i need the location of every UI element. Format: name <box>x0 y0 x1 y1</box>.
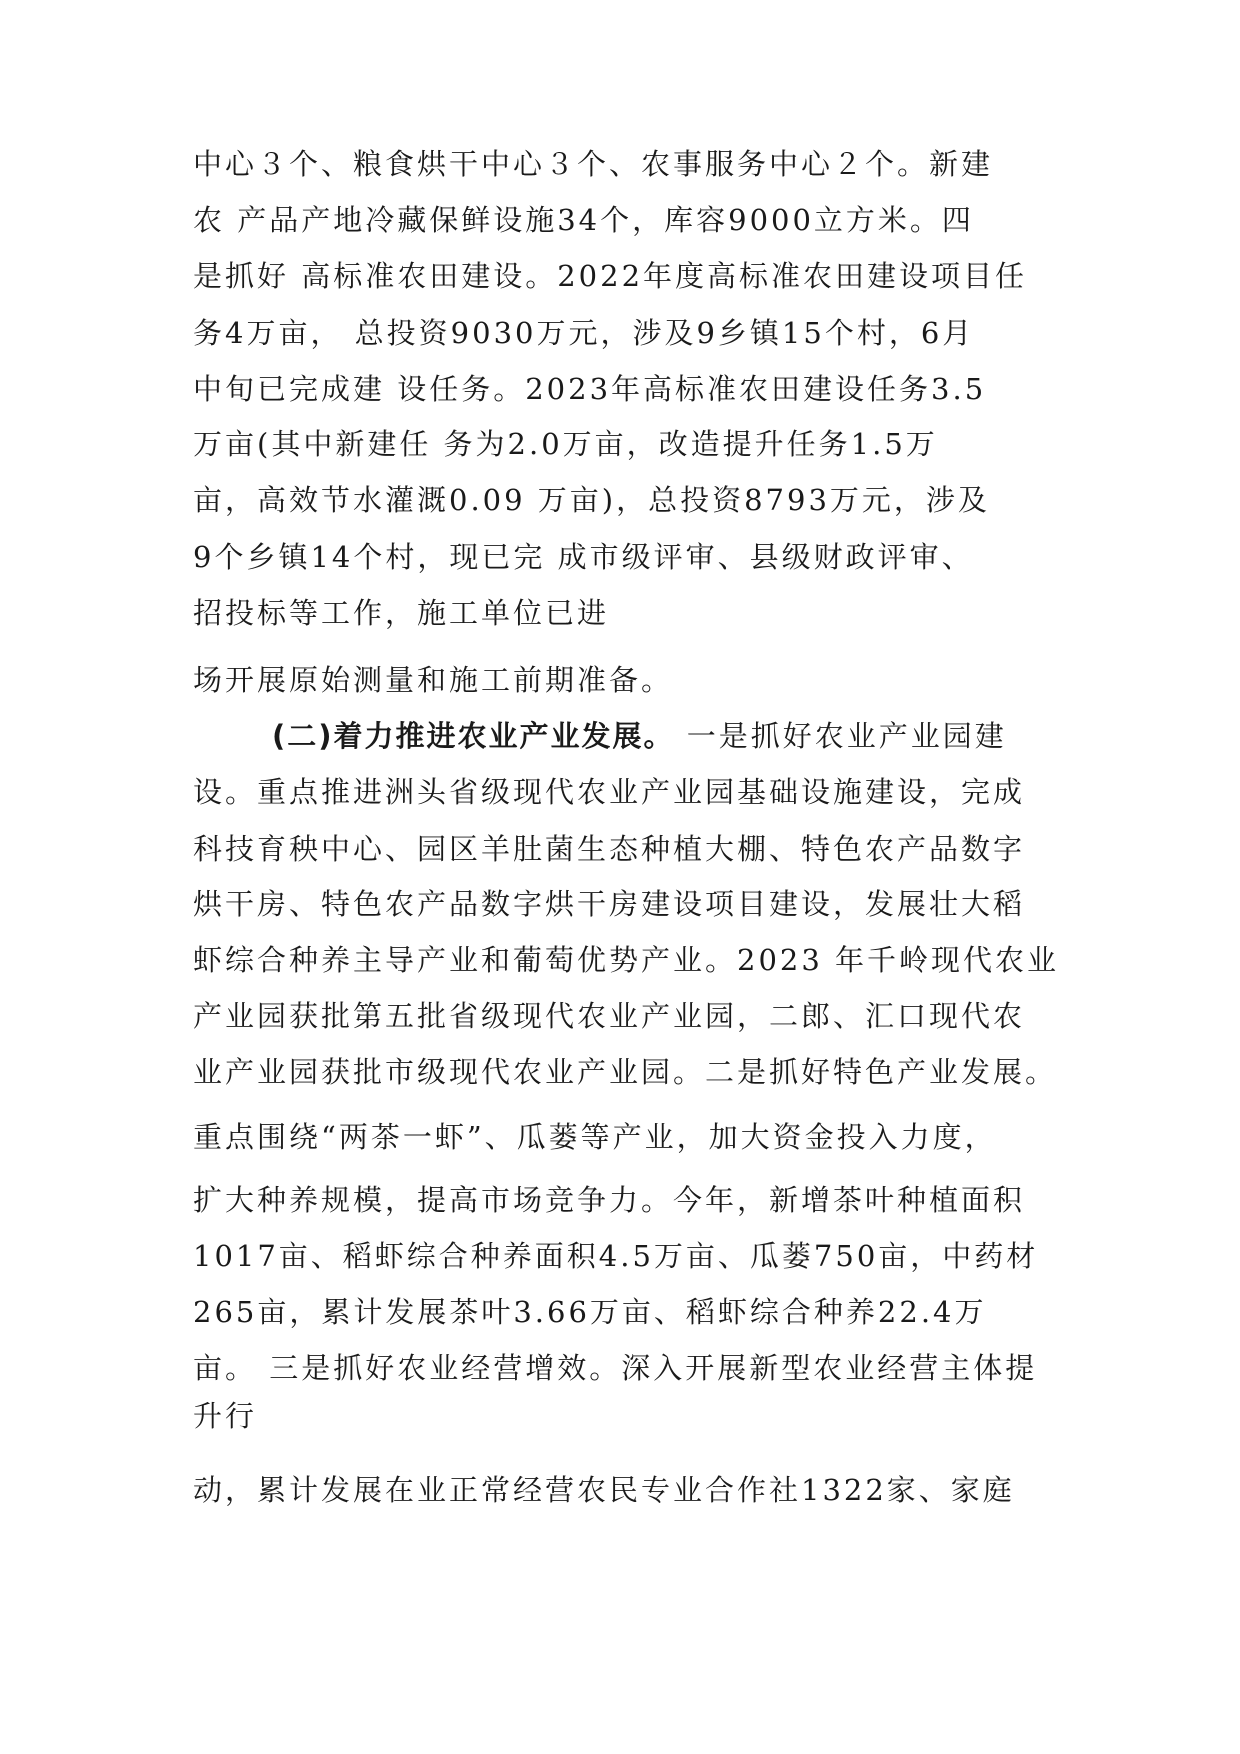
text-line: 265亩，累计发展茶叶3.66万亩、稻虾综合种养22.4万 <box>193 1295 987 1329</box>
text-line: 务4万亩， 总投资9030万元，涉及9乡镇15个村，6月 <box>193 316 975 350</box>
text-line: 中心３个、粮食烘干中心３个、农事服务中心２个。新建 <box>193 147 994 181</box>
text-line: 科技育秧中心、园区羊肚菌生态种植大棚、特色农产品数字 <box>193 832 1026 866</box>
text-line: 招投标等工作，施工单位已进 <box>193 596 610 630</box>
text-line: 1017亩、稻虾综合种养面积4.5万亩、瓜蒌750亩，中药材 <box>193 1239 1039 1273</box>
text-line: 升行 <box>193 1399 258 1433</box>
text-line: 重点围绕“两茶一虾”、瓜蒌等产业，加大资金投入力度， <box>193 1120 997 1154</box>
text-line: 动，累计发展在业正常经营农民专业合作社1322家、家庭 <box>193 1473 1015 1507</box>
text-line: 农 产品产地冷藏保鲜设施34个，库容9000立方米。四 <box>193 203 974 237</box>
text-line: 设。重点推进洲头省级现代农业产业园基础设施建设，完成 <box>193 775 1026 809</box>
text-line: 是抓好 高标准农田建设。2022年度高标准农田建设项目任 <box>193 259 1028 293</box>
text-line: 万亩(其中新建任 务为2.0万亩，改造提升任务1.5万 <box>193 427 938 461</box>
text-line: 虾综合种养主导产业和葡萄优势产业。2023 年千岭现代农业 <box>193 943 1060 977</box>
text-line: 烘干房、特色农产品数字烘干房建设项目建设，发展壮大稻 <box>193 887 1026 921</box>
section-heading-line <box>272 716 1152 756</box>
text-line: 亩，高效节水灌溉0.09 万亩)，总投资8793万元，涉及 <box>193 483 990 517</box>
text-line: 扩大种养规模，提高市场竞争力。今年，新增茶叶种植面积 <box>193 1183 1026 1217</box>
text-line: 9个乡镇14个村，现已完 成市级评审、县级财政评审、 <box>193 540 974 574</box>
text-line: 亩。 三是抓好农业经营增效。深入开展新型农业经营主体提 <box>193 1351 1038 1385</box>
text-line: 中旬已完成建 设任务。2023年高标准农田建设任务3.5 <box>193 372 987 406</box>
section-heading: (二)着力推进农业产业发展。 <box>272 719 675 753</box>
text-line: 产业园获批第五批省级现代农业产业园，二郎、汇口现代农 <box>193 999 1026 1033</box>
text-line: 业产业园获批市级现代农业产业园。二是抓好特色产业发展。 <box>193 1055 1058 1089</box>
text-line: 场开展原始测量和施工前期准备。 <box>193 663 674 697</box>
section-heading-continuation: 一是抓好农业产业园建 <box>674 719 1007 753</box>
